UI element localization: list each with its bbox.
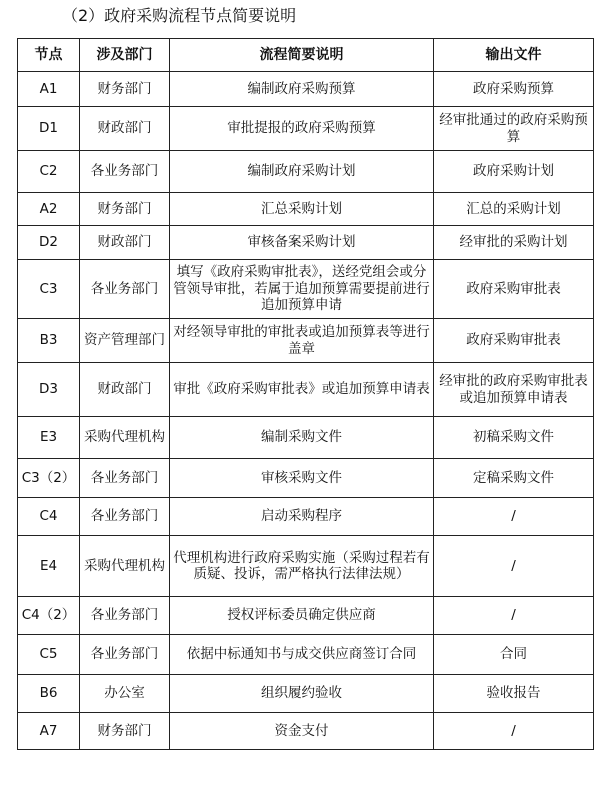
table-header-row xyxy=(18,39,594,72)
cell-output: / xyxy=(434,536,594,597)
cell-description: 编制政府采购计划 xyxy=(170,151,434,193)
cell-node: E4 xyxy=(18,536,80,597)
table-row xyxy=(18,713,594,750)
cell-description: 编制采购文件 xyxy=(170,417,434,459)
cell-description: 授权评标委员确定供应商 xyxy=(170,597,434,635)
cell-output: 政府采购预算 xyxy=(434,72,594,107)
table-row xyxy=(18,226,594,260)
table-row xyxy=(18,193,594,226)
cell-department: 财务部门 xyxy=(80,72,170,107)
cell-output: 政府采购审批表 xyxy=(434,319,594,363)
table-row xyxy=(18,459,594,498)
cell-output: 汇总的采购计划 xyxy=(434,193,594,226)
cell-description: 审批《政府采购审批表》或追加预算申请表 xyxy=(170,363,434,417)
cell-department: 各业务部门 xyxy=(80,597,170,635)
cell-node: E3 xyxy=(18,417,80,459)
cell-description: 审核备案采购计划 xyxy=(170,226,434,260)
cell-output: 合同 xyxy=(434,635,594,675)
cell-department: 各业务部门 xyxy=(80,635,170,675)
table-row xyxy=(18,597,594,635)
table-row xyxy=(18,151,594,193)
cell-node: C4 xyxy=(18,498,80,536)
cell-department: 各业务部门 xyxy=(80,151,170,193)
table-row xyxy=(18,72,594,107)
cell-output: 政府采购审批表 xyxy=(434,260,594,319)
cell-output: / xyxy=(434,713,594,750)
cell-output: 初稿采购文件 xyxy=(434,417,594,459)
header-node: 节点 xyxy=(18,39,80,72)
cell-department: 各业务部门 xyxy=(80,260,170,319)
cell-node: A1 xyxy=(18,72,80,107)
cell-output: / xyxy=(434,498,594,536)
table-row xyxy=(18,417,594,459)
table-row xyxy=(18,536,594,597)
cell-department: 采购代理机构 xyxy=(80,536,170,597)
cell-node: C3（2） xyxy=(18,459,80,498)
cell-description: 资金支付 xyxy=(170,713,434,750)
cell-description: 代理机构进行政府采购实施（采购过程若有质疑、投诉，需严格执行法律法规） xyxy=(170,536,434,597)
cell-output: 经审批的政府采购审批表或追加预算申请表 xyxy=(434,363,594,417)
table-row xyxy=(18,107,594,151)
cell-output: 定稿采购文件 xyxy=(434,459,594,498)
cell-node: A2 xyxy=(18,193,80,226)
cell-department: 财政部门 xyxy=(80,107,170,151)
cell-description: 审批提报的政府采购预算 xyxy=(170,107,434,151)
cell-node: B3 xyxy=(18,319,80,363)
cell-department: 办公室 xyxy=(80,675,170,713)
cell-description: 组织履约验收 xyxy=(170,675,434,713)
table-row xyxy=(18,675,594,713)
cell-department: 资产管理部门 xyxy=(80,319,170,363)
cell-description: 对经领导审批的审批表或追加预算表等进行盖章 xyxy=(170,319,434,363)
cell-description: 启动采购程序 xyxy=(170,498,434,536)
cell-department: 财政部门 xyxy=(80,226,170,260)
table-row xyxy=(18,260,594,319)
header-description: 流程简要说明 xyxy=(170,39,434,72)
cell-node: C3 xyxy=(18,260,80,319)
cell-description: 依据中标通知书与成交供应商签订合同 xyxy=(170,635,434,675)
cell-department: 财政部门 xyxy=(80,363,170,417)
table-row xyxy=(18,363,594,417)
cell-output: 经审批通过的政府采购预算 xyxy=(434,107,594,151)
section-heading: （2）政府采购流程节点简要说明 xyxy=(62,6,297,25)
cell-department: 采购代理机构 xyxy=(80,417,170,459)
table-row xyxy=(18,635,594,675)
cell-output: 经审批的采购计划 xyxy=(434,226,594,260)
table-row xyxy=(18,319,594,363)
cell-node: A7 xyxy=(18,713,80,750)
cell-department: 财务部门 xyxy=(80,713,170,750)
cell-output: 验收报告 xyxy=(434,675,594,713)
cell-output: / xyxy=(434,597,594,635)
cell-node: C4（2） xyxy=(18,597,80,635)
cell-node: D2 xyxy=(18,226,80,260)
cell-description: 汇总采购计划 xyxy=(170,193,434,226)
cell-output: 政府采购计划 xyxy=(434,151,594,193)
cell-node: D3 xyxy=(18,363,80,417)
cell-department: 各业务部门 xyxy=(80,498,170,536)
header-output: 输出文件 xyxy=(434,39,594,72)
cell-description: 填写《政府采购审批表》，送经党组会或分管领导审批，若属于追加预算需要提前进行追加预算申请 xyxy=(170,260,434,319)
cell-node: C2 xyxy=(18,151,80,193)
cell-node: D1 xyxy=(18,107,80,151)
table-row xyxy=(18,498,594,536)
procurement-process-table xyxy=(17,38,594,750)
cell-node: B6 xyxy=(18,675,80,713)
cell-node: C5 xyxy=(18,635,80,675)
cell-department: 财务部门 xyxy=(80,193,170,226)
header-department: 涉及部门 xyxy=(80,39,170,72)
cell-description: 编制政府采购预算 xyxy=(170,72,434,107)
cell-department: 各业务部门 xyxy=(80,459,170,498)
cell-description: 审核采购文件 xyxy=(170,459,434,498)
